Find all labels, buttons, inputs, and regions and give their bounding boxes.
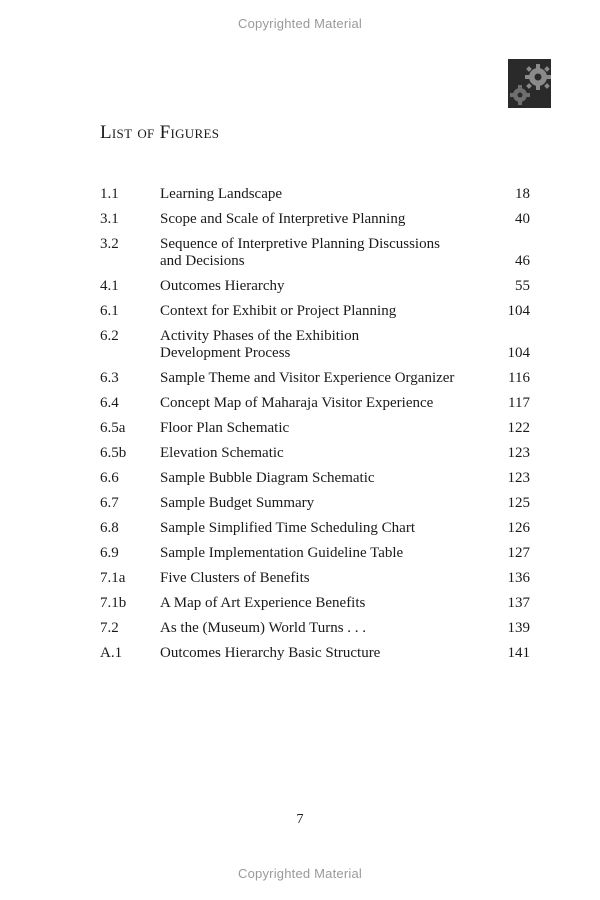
figure-entry [100, 445, 530, 462]
figure-entry [100, 470, 530, 487]
figure-title-line: Development Process [160, 345, 291, 361]
figure-entry [100, 303, 530, 320]
figure-entry [100, 495, 530, 512]
figure-title [160, 420, 470, 437]
figures-list [100, 186, 530, 670]
figure-title [160, 545, 470, 562]
figure-number: 6.3 [100, 370, 119, 386]
figure-title-line: Elevation Schematic [160, 445, 284, 461]
figure-title [160, 520, 470, 537]
figure-number: 6.4 [100, 395, 119, 411]
figure-title-line: Sequence of Interpretive Planning Discussions [160, 236, 440, 252]
figure-page-number: 117 [508, 395, 530, 411]
figure-number: 4.1 [100, 278, 119, 294]
figure-title-line: A Map of Art Experience Benefits [160, 595, 366, 611]
figure-page-number: 123 [507, 445, 530, 461]
figure-entry [100, 545, 530, 562]
copyright-watermark-bottom: Copyrighted Material [238, 866, 362, 881]
figure-title [160, 445, 470, 462]
figure-number: 3.1 [100, 211, 119, 227]
figure-page-number: 127 [507, 545, 530, 561]
figure-page-number: 116 [508, 370, 530, 386]
figure-title [160, 278, 470, 295]
figure-title-line: Context for Exhibit or Project Planning [160, 303, 397, 319]
figure-title-line: Sample Theme and Visitor Experience Organizer [160, 370, 455, 386]
figure-title [160, 395, 470, 412]
figure-entry [100, 570, 530, 587]
figure-title [160, 495, 470, 512]
figure-title-line: Activity Phases of the Exhibition [160, 328, 360, 344]
figure-title-line: and Decisions [160, 253, 245, 269]
figure-number: 7.2 [100, 620, 119, 636]
figure-entry [100, 236, 530, 270]
figure-entry [100, 328, 530, 362]
figure-page-number: 126 [507, 520, 530, 536]
gears-icon [508, 59, 551, 108]
figure-title-line: Sample Bubble Diagram Schematic [160, 470, 375, 486]
figure-title [160, 303, 470, 320]
figure-page-number: 40 [515, 211, 530, 227]
figure-number: 6.9 [100, 545, 119, 561]
figure-page-number: 104 [507, 345, 530, 361]
figure-title-line: Outcomes Hierarchy Basic Structure [160, 645, 381, 661]
figure-page-number: 123 [507, 470, 530, 486]
figure-title [160, 370, 470, 387]
figure-number: 6.8 [100, 520, 119, 536]
figure-number: A.1 [100, 645, 123, 661]
figure-entry [100, 520, 530, 537]
figure-entry [100, 595, 530, 612]
figure-entry [100, 395, 530, 412]
figure-number: 3.2 [100, 236, 119, 252]
figure-page-number: 122 [507, 420, 530, 436]
figure-title-line: Floor Plan Schematic [160, 420, 290, 436]
figure-title-line: Scope and Scale of Interpretive Planning [160, 211, 406, 227]
figure-number: 6.1 [100, 303, 119, 319]
figure-page-number: 104 [507, 303, 530, 319]
figure-number: 7.1a [100, 570, 126, 586]
figure-title [160, 570, 470, 587]
figure-number: 6.5b [100, 445, 127, 461]
figure-entry [100, 278, 530, 295]
figure-page-number: 55 [515, 278, 530, 294]
figure-page-number: 139 [507, 620, 530, 636]
figure-title-line: As the (Museum) World Turns . . . [160, 620, 367, 636]
figure-number: 6.7 [100, 495, 119, 511]
figure-page-number: 18 [515, 186, 530, 202]
figure-title [160, 211, 470, 228]
figure-title-line: Sample Budget Summary [160, 495, 315, 511]
figure-title [160, 186, 470, 203]
figure-entry [100, 620, 530, 637]
figure-page-number: 137 [507, 595, 530, 611]
figure-number: 6.6 [100, 470, 119, 486]
figure-number: 6.2 [100, 328, 119, 344]
figure-page-number: 136 [507, 570, 530, 586]
figure-page-number: 46 [515, 253, 530, 269]
figure-page-number: 125 [507, 495, 530, 511]
figure-title [160, 645, 470, 662]
figure-title [160, 620, 470, 637]
figure-title-line: Sample Simplified Time Scheduling Chart [160, 520, 415, 536]
figure-entry [100, 420, 530, 437]
figure-title-line: Outcomes Hierarchy [160, 278, 285, 294]
figure-title [160, 470, 470, 487]
page-number: 7 [296, 812, 304, 827]
figure-page-number: 141 [507, 645, 530, 661]
figure-entry [100, 211, 530, 228]
figure-number: 1.1 [100, 186, 119, 202]
figure-title-line: Sample Implementation Guideline Table [160, 545, 404, 561]
figure-title-line: Learning Landscape [160, 186, 283, 202]
page-title: List of Figures [100, 122, 220, 143]
figure-entry [100, 370, 530, 387]
figure-entry [100, 645, 530, 662]
figure-title [160, 328, 470, 362]
figure-entry [100, 186, 530, 203]
figure-title [160, 236, 470, 270]
figure-number: 6.5a [100, 420, 126, 436]
figure-title-line: Five Clusters of Benefits [160, 570, 310, 586]
figure-number: 7.1b [100, 595, 127, 611]
figure-title [160, 595, 470, 612]
copyright-watermark-top: Copyrighted Material [238, 16, 362, 31]
figure-title-line: Concept Map of Maharaja Visitor Experience [160, 395, 434, 411]
